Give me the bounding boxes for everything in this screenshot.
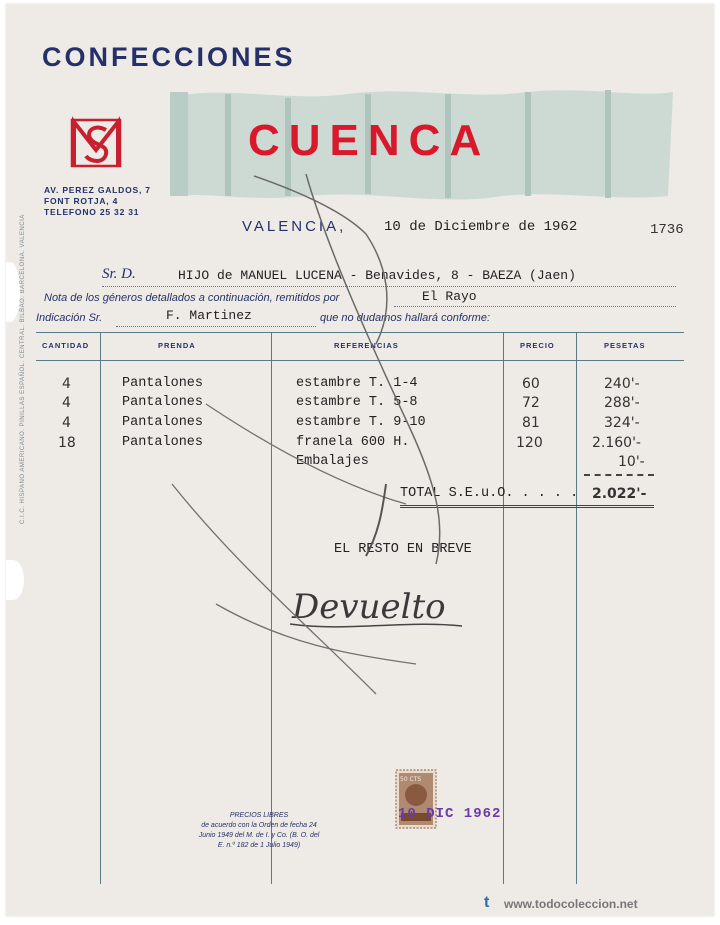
row-4-prenda: Pantalones (122, 435, 204, 450)
row-1-precio: 60 (522, 376, 540, 392)
row-4-referencia: franela 600 H. (296, 435, 410, 450)
row-1-referencia: estambre T. 1-4 (296, 376, 418, 391)
header-precio: PRECIO (520, 341, 555, 350)
row-1-pesetas: 240'- (604, 376, 640, 392)
precios-line-3: Junio 1949 del M. de I. y Co. (B. O. del (198, 832, 320, 839)
indicacion-label: Indicación Sr. (36, 312, 103, 324)
header-referencias: REFERENCIAS (334, 341, 399, 350)
total-label: TOTAL S.E.u.O. . . . . (400, 486, 579, 501)
pencil-stroke-2 (306, 174, 440, 564)
watermark-text: www.todocoleccion.net (504, 897, 638, 911)
address-line-1: AV. PEREZ GALDOS, 7 (44, 185, 151, 195)
header-cantidad: CANTIDAD (42, 341, 90, 350)
precios-line-4: E. n.º 182 de 1 Julio 1949) (217, 842, 301, 849)
total-amount: 2.022'- (592, 486, 647, 502)
nota-label: Nota de los géneros detallados a continuación, remitidos por (44, 292, 340, 304)
invoice-date: 10 de Diciembre de 1962 (384, 219, 578, 235)
row-4-pesetas: 2.160'- (592, 435, 641, 451)
resto-note: EL RESTO EN BREVE (334, 542, 472, 557)
todocoleccion-logo-icon: t (484, 894, 490, 911)
row-2-precio: 72 (522, 395, 540, 411)
address-line-2: FONT ROTJA, 4 (44, 196, 119, 206)
row-1-prenda: Pantalones (122, 376, 204, 391)
precios-line-1: PRECIOS LIBRES (229, 812, 289, 819)
brand-name: CUENCA (248, 116, 491, 165)
row-3-pesetas: 324'- (604, 415, 640, 431)
invoice-number: 1736 (650, 222, 684, 238)
row-3-cantidad: 4 (62, 415, 71, 431)
phone-line: TELEFONO 25 32 31 (44, 207, 140, 217)
row-2-cantidad: 4 (62, 395, 71, 411)
stamp-value-text: 50 CTS (400, 776, 422, 783)
pencil-stroke-4 (172, 484, 376, 694)
row-4-precio: 120 (516, 435, 543, 451)
row-2-pesetas: 288'- (604, 395, 640, 411)
printer-side-text: C.I.C. HISPANO AMERICANO. PINILLAS ESPAÑOL. CENTRAL. BILBAO. BARCELONA. VALENCIA (20, 214, 26, 524)
pencil-strike-marks (6, 4, 714, 916)
indicacion-name: F. Martinez (166, 308, 252, 323)
company-name-top: CONFECCIONES (42, 42, 296, 72)
pencil-stroke-5 (216, 604, 416, 664)
row-2-referencia: estambre T. 5-8 (296, 395, 418, 410)
devuelto-text: Devuelto (292, 587, 446, 627)
row-3-precio: 81 (522, 415, 540, 431)
invoice-page (6, 4, 714, 916)
row-3-prenda: Pantalones (122, 415, 204, 430)
embalajes-amount: 10'- (618, 454, 645, 470)
embalajes-label: Embalajes (296, 454, 369, 469)
city-label: VALENCIA, (242, 218, 347, 235)
pencil-stroke-3 (206, 404, 406, 504)
header-pesetas: PESETAS (604, 341, 646, 350)
carrier-name: El Rayo (422, 289, 477, 304)
pencil-stroke-1 (254, 176, 387, 344)
header-prenda: PRENDA (158, 341, 196, 350)
recipient-name: HIJO de MANUEL LUCENA - Benavides, 8 - BAEZA (Jaen) (178, 268, 576, 283)
rubber-date-stamp: 10 DIC 1962 (398, 806, 502, 822)
salutation: Sr. D. (102, 266, 136, 282)
row-2-prenda: Pantalones (122, 395, 204, 410)
row-3-referencia: estambre T. 9-10 (296, 415, 426, 430)
row-4-cantidad: 18 (58, 435, 76, 451)
conforme-label: que no dudamos hallará conforme: (320, 312, 490, 324)
row-1-cantidad: 4 (62, 376, 71, 392)
precios-line-2: de acuerdo con la Orden de fecha 24 (201, 822, 317, 829)
